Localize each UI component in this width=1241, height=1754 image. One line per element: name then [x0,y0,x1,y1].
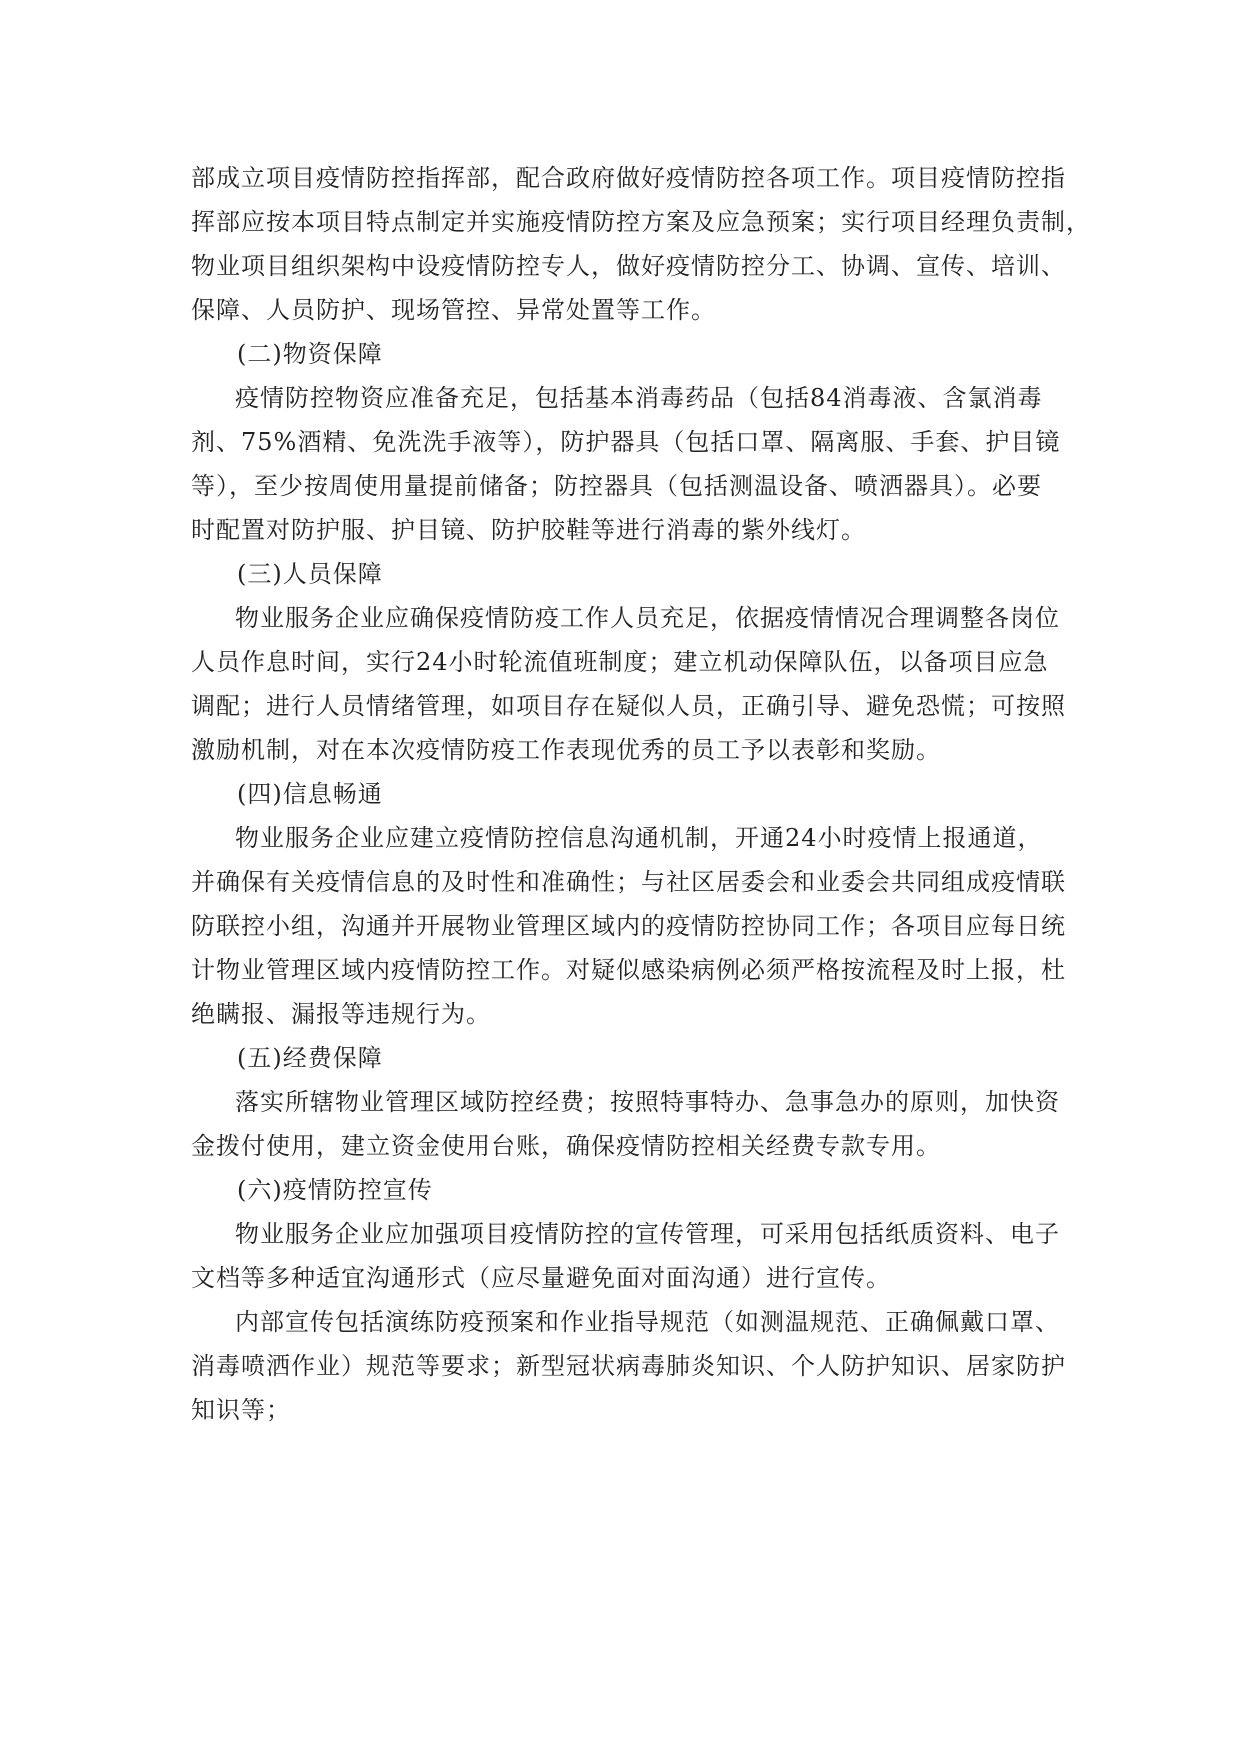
text-line: 人员作息时间，实行24小时轮流值班制度；建立机动保障队伍，以备项目应急 [191,648,1049,676]
section-heading: (二)物资保障 [237,340,383,368]
text-line: 文档等多种适宜沟通形式（应尽量避免面对面沟通）进行宣传。 [191,1264,891,1292]
section-heading: (四)信息畅通 [237,780,383,808]
section-heading: (五)经费保障 [237,1044,383,1072]
text-line: 物业服务企业应建立疫情防控信息沟通机制，开通24小时疫情上报通道， [235,824,1043,852]
text-line: 物业项目组织架构中设疫情防控专人，做好疫情防控分工、协调、宣传、培训、 [191,252,1066,280]
text-line: 疫情防控物资应准备充足，包括基本消毒药品（包括84消毒液、含氯消毒 [235,384,1043,412]
text-line: 挥部应按本项目特点制定并实施疫情防控方案及应急预案；实行项目经理负责制， [191,208,1091,236]
text-line: 等），至少按周使用量提前储备；防控器具（包括测温设备、喷洒器具）。必要 [191,472,1042,500]
text-line: 保障、人员防护、现场管控、异常处置等工作。 [191,296,716,324]
text-line: 落实所辖物业管理区域防控经费；按照特事特办、急事急办的原则，加快资 [235,1088,1060,1116]
text-line: 知识等； [191,1396,291,1424]
text-line: 物业服务企业应加强项目疫情防控的宣传管理，可采用包括纸质资料、电子 [235,1220,1060,1248]
text-line: 绝瞒报、漏报等违规行为。 [191,1000,491,1028]
text-line: 防联控小组，沟通并开展物业管理区域内的疫情防控协同工作；各项目应每日统 [191,912,1066,940]
text-line: 调配；进行人员情绪管理，如项目存在疑似人员，正确引导、避免恐慌；可按照 [191,692,1066,720]
text-line: 计物业管理区域内疫情防控工作。对疑似感染病例必须严格按流程及时上报，杜 [191,956,1066,984]
section-heading: (六)疫情防控宣传 [237,1176,433,1204]
text-line: 内部宣传包括演练防疫预案和作业指导规范（如测温规范、正确佩戴口罩、 [235,1308,1060,1336]
text-line: 并确保有关疫情信息的及时性和准确性；与社区居委会和业委会共同组成疫情联 [191,868,1066,896]
text-line: 剂、75%酒精、免洗洗手液等），防护器具（包括口罩、隔离服、手套、护目镜 [191,428,1061,456]
text-line: 部成立项目疫情防控指挥部，配合政府做好疫情防控各项工作。项目疫情防控指 [191,164,1066,192]
text-line: 消毒喷洒作业）规范等要求；新型冠状病毒肺炎知识、个人防护知识、居家防护 [191,1352,1066,1380]
text-line: 激励机制，对在本次疫情防疫工作表现优秀的员工予以表彰和奖励。 [191,736,941,764]
section-heading: (三)人员保障 [237,560,383,588]
text-line: 物业服务企业应确保疫情防疫工作人员充足，依据疫情情况合理调整各岗位 [235,604,1060,632]
text-line: 金拨付使用，建立资金使用台账，确保疫情防控相关经费专款专用。 [191,1132,941,1160]
text-line: 时配置对防护服、护目镜、防护胶鞋等进行消毒的紫外线灯。 [191,516,866,544]
